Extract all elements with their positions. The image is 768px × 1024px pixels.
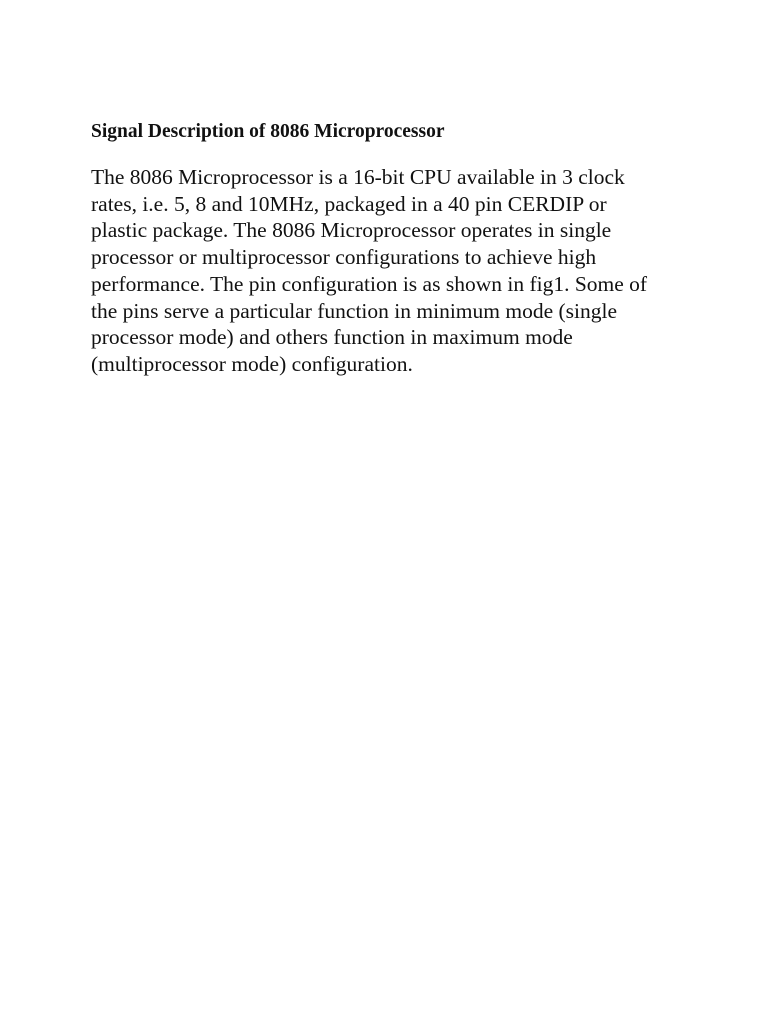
document-title: Signal Description of 8086 Microprocessor <box>91 121 445 142</box>
document-page <box>91 118 691 378</box>
paragraph-line: processor or multiprocessor configurations to achieve high <box>91 245 597 270</box>
paragraph-line: rates, i.e. 5, 8 and 10MHz, packaged in a 40 pin CERDIP or <box>91 191 607 216</box>
paragraph-line: processor mode) and others function in maximum mode <box>91 325 573 350</box>
paragraph-line: the pins serve a particular function in minimum mode (single <box>91 298 618 323</box>
document-paragraph <box>91 164 691 378</box>
paragraph-line: The 8086 Microprocessor is a 16-bit CPU available in 3 clock <box>91 165 625 189</box>
paragraph-line: (multiprocessor mode) configuration. <box>91 351 413 376</box>
paragraph-line: plastic package. The 8086 Microprocessor operates in single <box>91 218 612 243</box>
paragraph-line: performance. The pin configuration is as shown in fig1. Some of <box>91 271 648 296</box>
